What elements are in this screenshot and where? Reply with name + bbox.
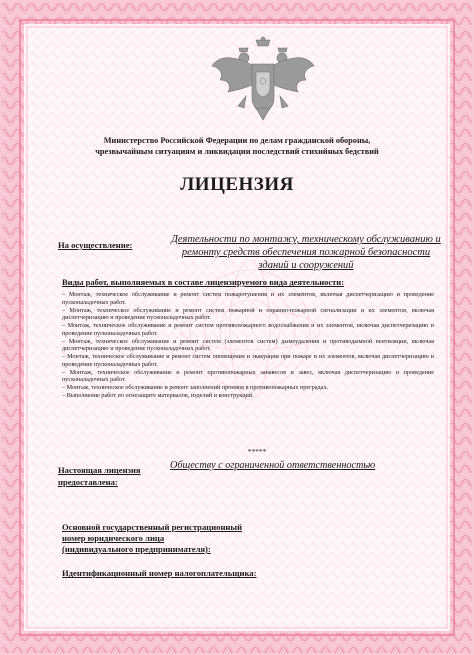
ogrn-label-line-2: номер юридического лица [62,533,165,543]
ogrn-label-line-3: (индивидуального предпринимателя): [62,544,211,554]
ministry-line-2: чрезвычайным ситуациям и ликвидации последствий стихийных бедствий [95,146,379,156]
double-headed-eagle-icon [206,36,320,124]
activity-label: На осуществление: [58,240,133,250]
inn-label: Идентификационный номер налогоплательщика: [62,568,257,578]
works-item: – Монтаж, техническое обслуживание и ремонт систем (элементов систем) дымоудаления и противодымной вентиляции, включая диспетчеризацию и проведение пусконаладочных работ. [62,337,434,353]
works-list [62,291,434,400]
works-item: – Монтаж, техническое обслуживание и ремонт систем пожаротушения и их элементов, включая диспетчеризацию и проведение пусконаладочных работ. [62,291,434,306]
separator-stars: ***** [247,447,267,456]
works-item: – Монтаж, техническое обслуживание и ремонт систем противопожарного водоснабжения и их элементов, включая диспетчеризацию и проведение пусконаладочных работ. [62,322,434,337]
document-title: ЛИЦЕНЗИЯ [180,174,294,195]
works-item: – Монтаж, техническое обслуживание и ремонт противопожарных занавесов и завес, включая диспетчеризацию и проведение пусконаладочных работ. [62,368,434,384]
works-item: – Монтаж, техническое обслуживание и ремонт систем оповещения и эвакуации при пожаре и их элементов, включая диспетчеризацию и проведение пусконаладочных работ. [62,353,434,368]
activity-text: Деятельности по монтажу, техническому обслуживанию и ремонту средств обеспечения пожарной безопасности зданий и сооружений [171,234,441,271]
document-body [24,24,450,631]
granted-to-company: Обществу с ограниченной ответственностью [170,460,376,471]
granted-label-line-2: предоставлена: [58,477,118,487]
works-header: Виды работ, выполняемых в составе лицензируемого вида деятельности: [62,277,345,287]
works-item: – Монтаж, техническое обслуживание и ремонт заполнений проемов в противопожарных преградах. [62,384,329,391]
works-item: – Выполнение работ по огнезащите материалов, изделий и конструкций. [62,391,254,399]
ministry-name [34,136,440,158]
works-item: – Монтаж, техническое обслуживание и ремонт систем пожарной и охранно-пожарной сигнализации и их элементов, включая диспетчеризацию и проведение пусконаладочных работ. [62,306,434,322]
ogrn-label-line-1: Основной государственный регистрационный [62,522,243,532]
ministry-line-1: Министерство Российской Федерации по делам гражданской обороны, [103,136,371,145]
granted-label-line-1: Настоящая лицензия [58,465,141,475]
